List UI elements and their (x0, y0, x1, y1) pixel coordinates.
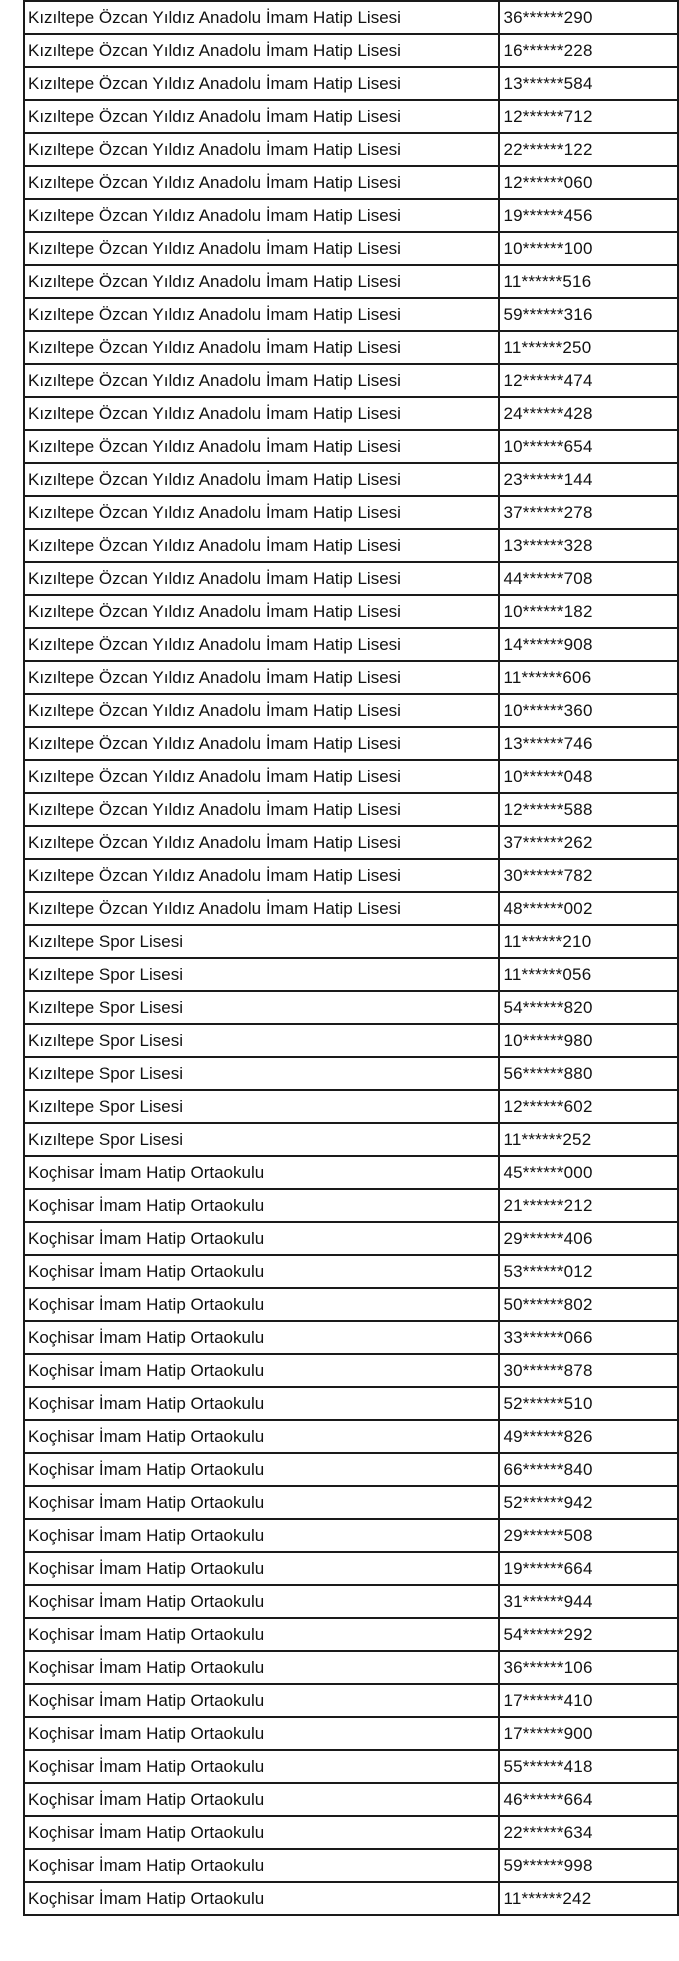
masked-id-cell: 10******100 (499, 232, 678, 265)
table-row (24, 67, 678, 100)
table-row (24, 232, 678, 265)
table-body (24, 1, 678, 1915)
table-row (24, 925, 678, 958)
table-row (24, 496, 678, 529)
masked-id-cell: 50******802 (499, 1288, 678, 1321)
masked-id-cell: 29******406 (499, 1222, 678, 1255)
school-name-cell: Kızıltepe Özcan Yıldız Anadolu İmam Hatip Lisesi (24, 331, 499, 364)
school-name-cell: Kızıltepe Özcan Yıldız Anadolu İmam Hatip Lisesi (24, 463, 499, 496)
table-row (24, 727, 678, 760)
masked-id-cell: 59******998 (499, 1849, 678, 1882)
table-row (24, 1156, 678, 1189)
masked-id-cell: 19******664 (499, 1552, 678, 1585)
table-row (24, 1057, 678, 1090)
table-row (24, 1024, 678, 1057)
school-name-cell: Kızıltepe Spor Lisesi (24, 1057, 499, 1090)
school-name-cell: Kızıltepe Özcan Yıldız Anadolu İmam Hatip Lisesi (24, 34, 499, 67)
school-name-cell: Kızıltepe Özcan Yıldız Anadolu İmam Hatip Lisesi (24, 397, 499, 430)
masked-id-cell: 30******782 (499, 859, 678, 892)
school-name-cell: Kızıltepe Spor Lisesi (24, 925, 499, 958)
table-row (24, 1552, 678, 1585)
masked-id-cell: 44******708 (499, 562, 678, 595)
masked-id-cell: 31******944 (499, 1585, 678, 1618)
school-name-cell: Koçhisar İmam Hatip Ortaokulu (24, 1354, 499, 1387)
table-row (24, 1651, 678, 1684)
table-row (24, 892, 678, 925)
table-row (24, 331, 678, 364)
student-table (23, 0, 679, 1916)
masked-id-cell: 11******606 (499, 661, 678, 694)
masked-id-cell: 12******712 (499, 100, 678, 133)
masked-id-cell: 59******316 (499, 298, 678, 331)
masked-id-cell: 33******066 (499, 1321, 678, 1354)
masked-id-cell: 46******664 (499, 1783, 678, 1816)
table-row (24, 1816, 678, 1849)
table-row (24, 1717, 678, 1750)
masked-id-cell: 13******584 (499, 67, 678, 100)
school-name-cell: Kızıltepe Özcan Yıldız Anadolu İmam Hatip Lisesi (24, 133, 499, 166)
school-name-cell: Kızıltepe Özcan Yıldız Anadolu İmam Hatip Lisesi (24, 67, 499, 100)
table-row (24, 529, 678, 562)
table-row (24, 991, 678, 1024)
table-row (24, 1453, 678, 1486)
table-row (24, 265, 678, 298)
masked-id-cell: 14******908 (499, 628, 678, 661)
table-row (24, 1618, 678, 1651)
table-row (24, 166, 678, 199)
table-row (24, 628, 678, 661)
school-name-cell: Koçhisar İmam Hatip Ortaokulu (24, 1750, 499, 1783)
school-name-cell: Kızıltepe Spor Lisesi (24, 991, 499, 1024)
masked-id-cell: 56******880 (499, 1057, 678, 1090)
table-row (24, 1255, 678, 1288)
masked-id-cell: 10******360 (499, 694, 678, 727)
table-row (24, 793, 678, 826)
table-row (24, 1090, 678, 1123)
table-row (24, 430, 678, 463)
masked-id-cell: 52******510 (499, 1387, 678, 1420)
masked-id-cell: 11******516 (499, 265, 678, 298)
table-row (24, 1420, 678, 1453)
school-name-cell: Koçhisar İmam Hatip Ortaokulu (24, 1618, 499, 1651)
school-name-cell: Koçhisar İmam Hatip Ortaokulu (24, 1816, 499, 1849)
school-name-cell: Koçhisar İmam Hatip Ortaokulu (24, 1552, 499, 1585)
table-row (24, 760, 678, 793)
table-row (24, 34, 678, 67)
school-name-cell: Koçhisar İmam Hatip Ortaokulu (24, 1156, 499, 1189)
spreadsheet-page (23, 0, 679, 1916)
table-row (24, 1288, 678, 1321)
masked-id-cell: 10******048 (499, 760, 678, 793)
masked-id-cell: 24******428 (499, 397, 678, 430)
table-row (24, 1486, 678, 1519)
masked-id-cell: 11******252 (499, 1123, 678, 1156)
school-name-cell: Koçhisar İmam Hatip Ortaokulu (24, 1222, 499, 1255)
masked-id-cell: 22******634 (499, 1816, 678, 1849)
masked-id-cell: 10******182 (499, 595, 678, 628)
school-name-cell: Koçhisar İmam Hatip Ortaokulu (24, 1651, 499, 1684)
masked-id-cell: 49******826 (499, 1420, 678, 1453)
table-row (24, 364, 678, 397)
masked-id-cell: 53******012 (499, 1255, 678, 1288)
masked-id-cell: 36******106 (499, 1651, 678, 1684)
school-name-cell: Kızıltepe Özcan Yıldız Anadolu İmam Hatip Lisesi (24, 496, 499, 529)
school-name-cell: Kızıltepe Özcan Yıldız Anadolu İmam Hatip Lisesi (24, 199, 499, 232)
masked-id-cell: 13******328 (499, 529, 678, 562)
masked-id-cell: 11******242 (499, 1882, 678, 1915)
school-name-cell: Kızıltepe Özcan Yıldız Anadolu İmam Hatip Lisesi (24, 661, 499, 694)
masked-id-cell: 10******654 (499, 430, 678, 463)
school-name-cell: Kızıltepe Özcan Yıldız Anadolu İmam Hatip Lisesi (24, 694, 499, 727)
school-name-cell: Kızıltepe Özcan Yıldız Anadolu İmam Hatip Lisesi (24, 760, 499, 793)
school-name-cell: Koçhisar İmam Hatip Ortaokulu (24, 1849, 499, 1882)
school-name-cell: Koçhisar İmam Hatip Ortaokulu (24, 1882, 499, 1915)
school-name-cell: Kızıltepe Özcan Yıldız Anadolu İmam Hatip Lisesi (24, 727, 499, 760)
table-row (24, 1882, 678, 1915)
masked-id-cell: 12******602 (499, 1090, 678, 1123)
school-name-cell: Kızıltepe Spor Lisesi (24, 1090, 499, 1123)
table-row (24, 397, 678, 430)
school-name-cell: Koçhisar İmam Hatip Ortaokulu (24, 1453, 499, 1486)
table-row (24, 1684, 678, 1717)
table-row (24, 1222, 678, 1255)
table-row (24, 562, 678, 595)
table-row (24, 661, 678, 694)
masked-id-cell: 54******820 (499, 991, 678, 1024)
masked-id-cell: 11******056 (499, 958, 678, 991)
school-name-cell: Koçhisar İmam Hatip Ortaokulu (24, 1321, 499, 1354)
masked-id-cell: 52******942 (499, 1486, 678, 1519)
masked-id-cell: 29******508 (499, 1519, 678, 1552)
school-name-cell: Kızıltepe Spor Lisesi (24, 958, 499, 991)
school-name-cell: Koçhisar İmam Hatip Ortaokulu (24, 1189, 499, 1222)
table-row (24, 1387, 678, 1420)
table-row (24, 958, 678, 991)
table-row (24, 463, 678, 496)
masked-id-cell: 11******210 (499, 925, 678, 958)
table-row (24, 1123, 678, 1156)
masked-id-cell: 37******278 (499, 496, 678, 529)
masked-id-cell: 54******292 (499, 1618, 678, 1651)
table-row (24, 199, 678, 232)
masked-id-cell: 22******122 (499, 133, 678, 166)
school-name-cell: Koçhisar İmam Hatip Ortaokulu (24, 1420, 499, 1453)
school-name-cell: Kızıltepe Özcan Yıldız Anadolu İmam Hatip Lisesi (24, 628, 499, 661)
school-name-cell: Koçhisar İmam Hatip Ortaokulu (24, 1717, 499, 1750)
school-name-cell: Kızıltepe Özcan Yıldız Anadolu İmam Hatip Lisesi (24, 1, 499, 34)
school-name-cell: Kızıltepe Özcan Yıldız Anadolu İmam Hatip Lisesi (24, 562, 499, 595)
table-row (24, 1354, 678, 1387)
masked-id-cell: 12******588 (499, 793, 678, 826)
masked-id-cell: 23******144 (499, 463, 678, 496)
school-name-cell: Koçhisar İmam Hatip Ortaokulu (24, 1519, 499, 1552)
masked-id-cell: 45******000 (499, 1156, 678, 1189)
masked-id-cell: 11******250 (499, 331, 678, 364)
school-name-cell: Kızıltepe Özcan Yıldız Anadolu İmam Hatip Lisesi (24, 298, 499, 331)
table-row (24, 1585, 678, 1618)
masked-id-cell: 36******290 (499, 1, 678, 34)
masked-id-cell: 16******228 (499, 34, 678, 67)
masked-id-cell: 66******840 (499, 1453, 678, 1486)
masked-id-cell: 13******746 (499, 727, 678, 760)
masked-id-cell: 21******212 (499, 1189, 678, 1222)
school-name-cell: Kızıltepe Özcan Yıldız Anadolu İmam Hatip Lisesi (24, 892, 499, 925)
table-row (24, 1750, 678, 1783)
masked-id-cell: 17******410 (499, 1684, 678, 1717)
school-name-cell: Koçhisar İmam Hatip Ortaokulu (24, 1783, 499, 1816)
table-row (24, 1, 678, 34)
masked-id-cell: 30******878 (499, 1354, 678, 1387)
masked-id-cell: 10******980 (499, 1024, 678, 1057)
school-name-cell: Kızıltepe Özcan Yıldız Anadolu İmam Hatip Lisesi (24, 232, 499, 265)
masked-id-cell: 17******900 (499, 1717, 678, 1750)
masked-id-cell: 37******262 (499, 826, 678, 859)
school-name-cell: Koçhisar İmam Hatip Ortaokulu (24, 1585, 499, 1618)
table-row (24, 298, 678, 331)
masked-id-cell: 19******456 (499, 199, 678, 232)
masked-id-cell: 12******474 (499, 364, 678, 397)
table-row (24, 826, 678, 859)
school-name-cell: Kızıltepe Spor Lisesi (24, 1123, 499, 1156)
school-name-cell: Kızıltepe Spor Lisesi (24, 1024, 499, 1057)
table-row (24, 595, 678, 628)
school-name-cell: Kızıltepe Özcan Yıldız Anadolu İmam Hatip Lisesi (24, 430, 499, 463)
table-row (24, 100, 678, 133)
school-name-cell: Kızıltepe Özcan Yıldız Anadolu İmam Hatip Lisesi (24, 529, 499, 562)
table-row (24, 694, 678, 727)
school-name-cell: Kızıltepe Özcan Yıldız Anadolu İmam Hatip Lisesi (24, 100, 499, 133)
table-row (24, 1519, 678, 1552)
school-name-cell: Koçhisar İmam Hatip Ortaokulu (24, 1486, 499, 1519)
school-name-cell: Kızıltepe Özcan Yıldız Anadolu İmam Hatip Lisesi (24, 595, 499, 628)
masked-id-cell: 55******418 (499, 1750, 678, 1783)
table-row (24, 1321, 678, 1354)
school-name-cell: Koçhisar İmam Hatip Ortaokulu (24, 1288, 499, 1321)
table-row (24, 1849, 678, 1882)
school-name-cell: Kızıltepe Özcan Yıldız Anadolu İmam Hatip Lisesi (24, 265, 499, 298)
table-row (24, 859, 678, 892)
table-row (24, 1783, 678, 1816)
school-name-cell: Koçhisar İmam Hatip Ortaokulu (24, 1255, 499, 1288)
table-row (24, 133, 678, 166)
school-name-cell: Kızıltepe Özcan Yıldız Anadolu İmam Hatip Lisesi (24, 859, 499, 892)
school-name-cell: Koçhisar İmam Hatip Ortaokulu (24, 1684, 499, 1717)
table-row (24, 1189, 678, 1222)
masked-id-cell: 12******060 (499, 166, 678, 199)
school-name-cell: Kızıltepe Özcan Yıldız Anadolu İmam Hatip Lisesi (24, 166, 499, 199)
school-name-cell: Koçhisar İmam Hatip Ortaokulu (24, 1387, 499, 1420)
school-name-cell: Kızıltepe Özcan Yıldız Anadolu İmam Hatip Lisesi (24, 364, 499, 397)
school-name-cell: Kızıltepe Özcan Yıldız Anadolu İmam Hatip Lisesi (24, 793, 499, 826)
masked-id-cell: 48******002 (499, 892, 678, 925)
school-name-cell: Kızıltepe Özcan Yıldız Anadolu İmam Hatip Lisesi (24, 826, 499, 859)
